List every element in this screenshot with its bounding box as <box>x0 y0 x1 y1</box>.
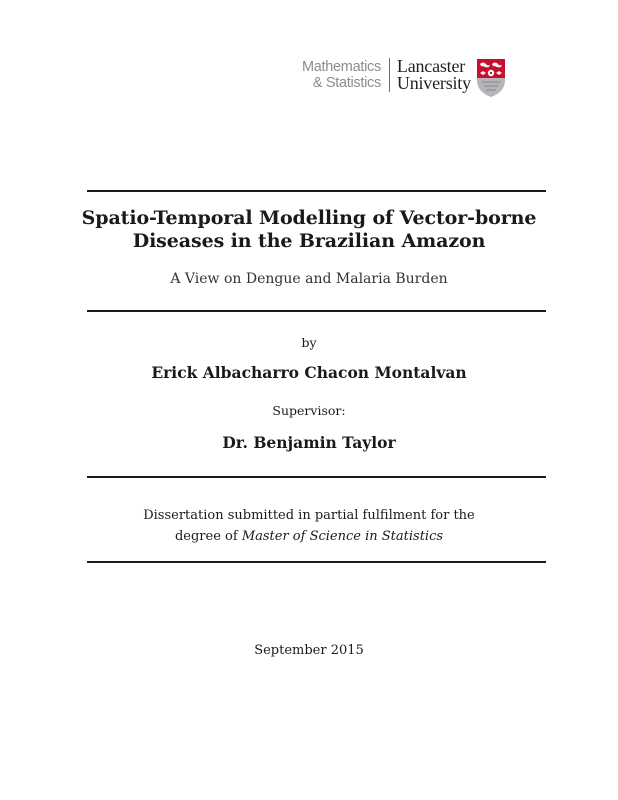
submission-date: September 2015 <box>254 643 364 658</box>
university-line-1: Lancaster <box>396 56 466 76</box>
statement-line-2 <box>0 526 618 547</box>
crest-icon <box>476 58 506 98</box>
title-line-2: Diseases in the Brazilian Amazon <box>132 230 486 252</box>
dissertation-statement <box>0 505 618 547</box>
department-line-1: Mathematics <box>302 59 381 75</box>
rule-after-statement <box>87 561 546 563</box>
supervisor-name: Dr. Benjamin Taylor <box>222 433 396 452</box>
degree-name: Master of Science in Statistics <box>241 529 444 544</box>
rule-before-statement <box>87 476 546 478</box>
thesis-title <box>0 207 618 253</box>
university-logo <box>302 56 506 100</box>
by-label: by <box>301 335 317 350</box>
rule-top <box>87 190 546 192</box>
statement-line-1: Dissertation submitted in partial fulfilment for the <box>143 508 475 523</box>
university-name <box>397 56 471 92</box>
department-name <box>302 56 381 91</box>
department-line-2: & Statistics <box>312 75 381 91</box>
university-line-2: University <box>396 73 471 93</box>
statement-line-2-prefix: degree of <box>174 529 242 544</box>
rule-after-title <box>87 310 546 312</box>
thesis-subtitle: A View on Dengue and Malaria Burden <box>170 271 448 287</box>
author-name: Erick Albacharro Chacon Montalvan <box>151 363 467 382</box>
logo-divider <box>389 58 390 92</box>
title-line-1: Spatio-Temporal Modelling of Vector-borne <box>81 207 537 229</box>
supervisor-label: Supervisor: <box>272 403 346 418</box>
